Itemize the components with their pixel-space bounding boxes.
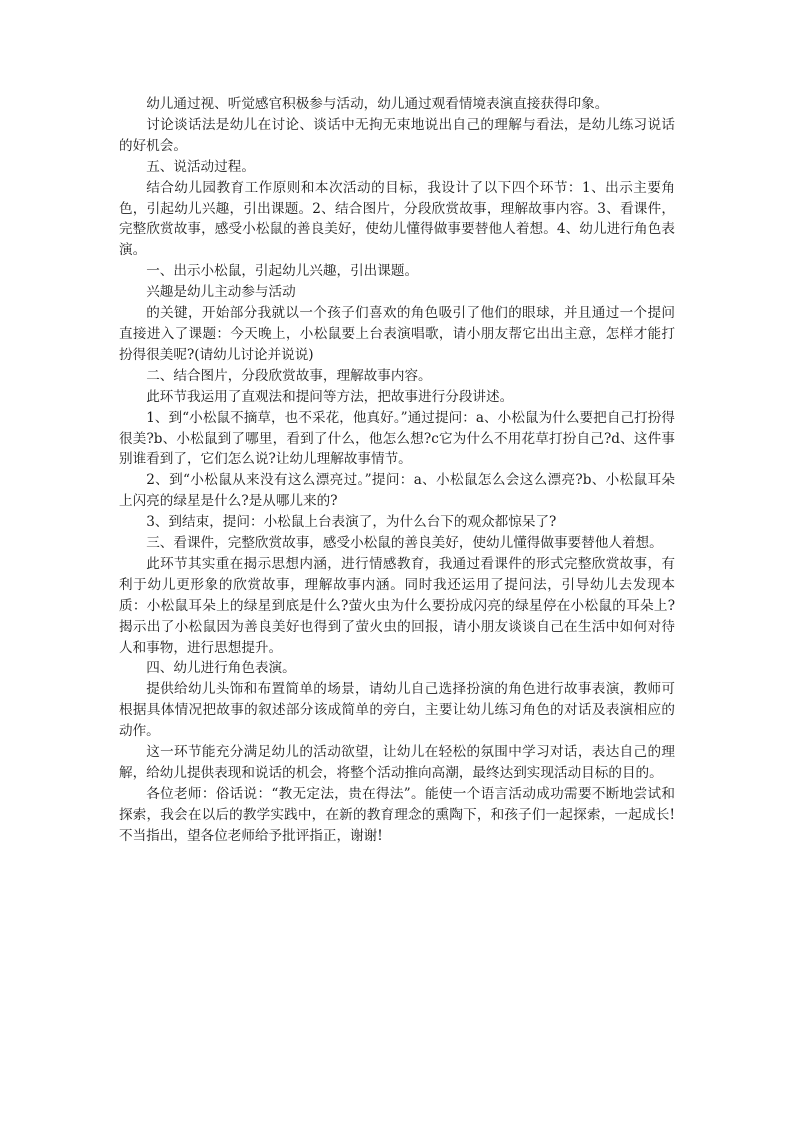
paragraph: 1、到“小松鼠不摘草，也不采花，他真好。”通过提问：a、小松鼠为什么要把自己打扮得很美?b、小松鼠到了哪里，看到了什么，他怎么想?c它为什么不用花草打扮自己?d、这件事别谁看到了，它们怎么说?让幼儿理解故事情节。 [119,409,675,468]
paragraph: 此环节其实重在揭示思想内涵，进行情感教育，我通过看课件的形式完整欣赏故事，有利于幼儿更形象的欣赏故事，理解故事内涵。同时我还运用了提问法，引导幼儿去发现本质：小松鼠耳朵上的绿星到底是什么?萤火虫为什么要扮成闪亮的绿星停在小松鼠的耳朵上?揭示出了小松鼠因为善良美好也得到了萤火虫的回报，请小朋友谈谈自己在生活中如何对待人和事物，进行思想提升。 [119,555,675,656]
section-heading: 五、说活动过程。 [146,158,255,175]
paragraph: 讨论谈话法是幼儿在讨论、谈话中无拘无束地说出自己的理解与看法，是幼儿练习说话的好机会。 [119,116,675,154]
subsection-heading: 三、看课件，完整欣赏故事，感受小松鼠的善良美好，使幼儿懂得做事要替他人着想。 [146,535,663,552]
closing-paragraph: 各位老师：俗话说：“教无定法，贵在得法”。能使一个语言活动成功需要不断地尝试和探索，我会在以后的教学实践中，在新的教育理念的熏陶下，和孩子们一起探索，一起成长!不当指出，望各位老师给予批评指正，谢谢! [119,785,675,844]
paragraph: 兴趣是幼儿主动参与活动 [146,284,296,301]
paragraph: 结合幼儿园教育工作原则和本次活动的目标，我设计了以下四个环节：1、出示主要角色，引起幼儿兴趣，引出课题。2、结合图片，分段欣赏故事，理解故事内容。3、看课件，完整欣赏故事，感受小松鼠的善良美好，使幼儿懂得做事要替他人着想。4、幼儿进行角色表演。 [119,179,675,259]
paragraph: 提供给幼儿头饰和布置简单的场景，请幼儿自己选择扮演的角色进行故事表演，教师可根据具体情况把故事的叙述部分该成简单的旁白，主要让幼儿练习角色的对话及表演相应的动作。 [119,681,675,740]
paragraph: 这一环节能充分满足幼儿的活动欲望，让幼儿在轻松的氛围中学习对话，表达自己的理解，给幼儿提供表现和说话的机会，将整个活动推向高潮，最终达到实现活动目标的目的。 [119,744,675,781]
subsection-heading: 一、出示小松鼠，引起幼儿兴趣，引出课题。 [146,263,419,280]
paragraph: 幼儿通过视、听觉感官积极参与活动，幼儿通过观看情境表演直接获得印象。 [146,96,609,112]
paragraph: 2、到“小松鼠从来没有这么漂亮过。”提问：a、小松鼠怎么会这么漂亮?b、小松鼠耳朵上闪亮的绿星是什么?是从哪儿来的? [119,472,675,510]
paragraph: 的关键，开始部分我就以一个孩子们喜欢的角色吸引了他们的眼球，并且通过一个提问直接进入了课题：今天晚上，小松鼠要上台表演唱歌，请小朋友帮它出出主意，怎样才能打扮得很美呢?(请幼儿讨论并说说) [119,305,675,363]
subsection-heading: 二、结合图片，分段欣赏故事，理解故事内容。 [146,367,432,384]
paragraph: 3、到结束，提问：小松鼠上台表演了，为什么台下的观众都惊呆了? [146,514,557,531]
subsection-heading: 四、幼儿进行角色表演。 [146,660,296,677]
document-body [119,94,675,847]
paragraph: 此环节我运用了直观法和提问等方法，把故事进行分段讲述。 [146,388,514,405]
